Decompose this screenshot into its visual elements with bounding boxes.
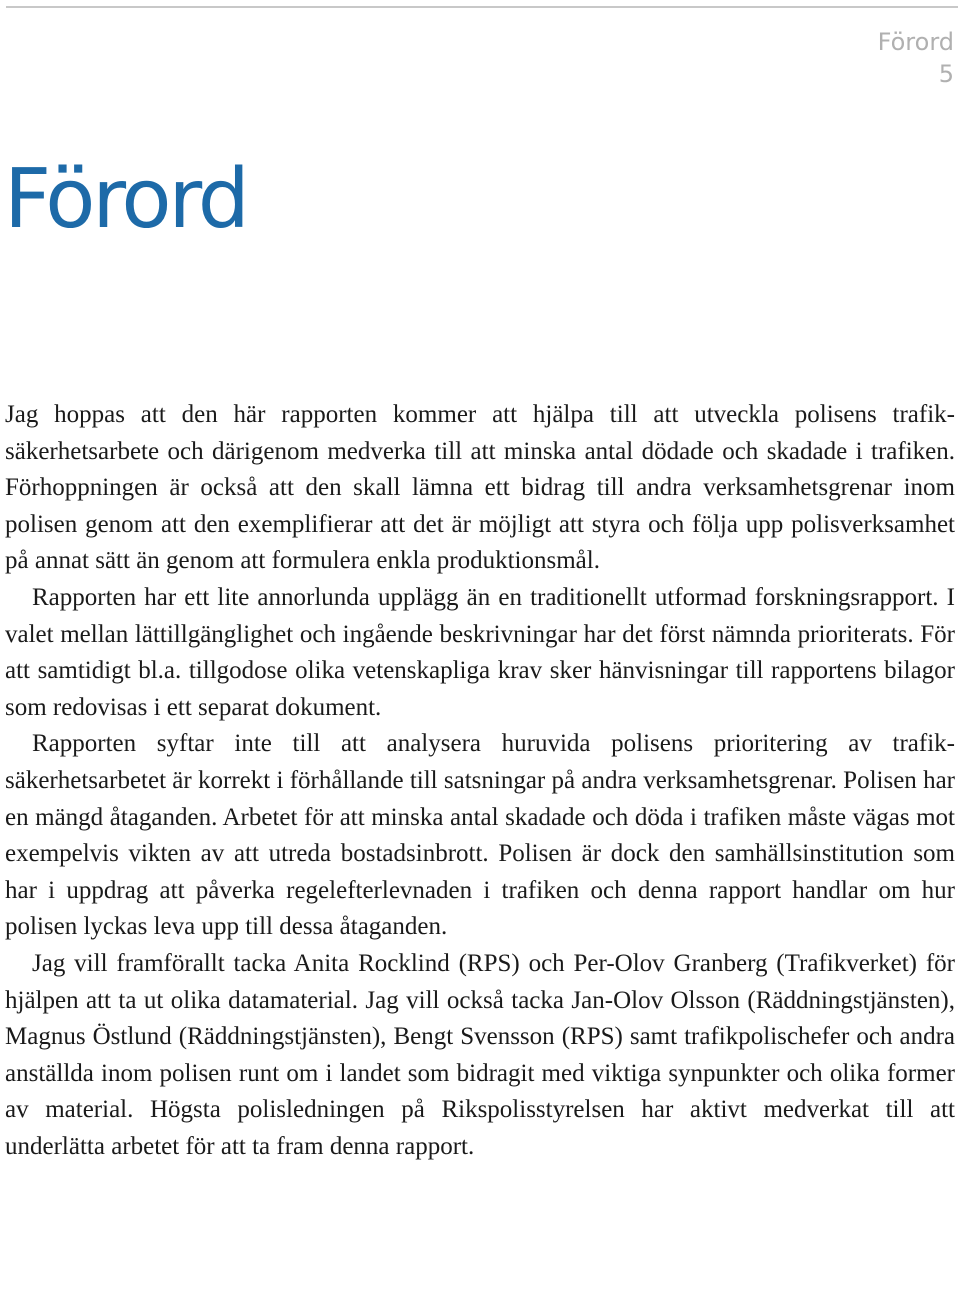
running-head	[878, 26, 954, 90]
chapter-title: Förord	[4, 152, 247, 247]
body-text	[5, 397, 955, 1165]
running-head-section: Förord	[877, 28, 954, 56]
paragraph-1: Jag hoppas att den här rapporten kommer att hjälpa till att utveckla polisens trafiksäkerhetsarbete och därigenom medverka till att minska antal dödade och skadade i trafiken. Förhoppningen är också att den skall lämna ett bidrag till andra verksamhetsgrenar inom polisen genom att den exemplifierar att det är möjligt att styra och följa upp polisverksamhet på annat sätt än genom att formulera enkla produktionsmål.	[5, 401, 955, 575]
paragraph-2: Rapporten har ett lite annorlunda upplägg än en traditionellt utformad forskningsrapport. I valet mellan lättillgänglighet och ingående beskrivningar har det först nämnda prioriterats. För att samtidigt bl.a. tillgodose olika vetenskapliga krav sker hänvisningar till rapportens bilagor som redovisas i ett separat dokument.	[5, 583, 955, 721]
page-number: 5	[938, 60, 954, 88]
paragraph-3: Rapporten syftar inte till att analysera huruvida polisens prioritering av trafiksäkerhetsarbetet är korrekt i förhållande till satsningar på andra verksamhetsgrenar. Polisen har en mängd åtaganden. Arbetet för att minska antal skadade och döda i trafiken måste vägas mot exempelvis vikten av att utreda bostadsinbrott. Polisen är dock den samhällsinstitution som har i uppdrag att påverka regelefterlevnaden i trafiken och denna rapport handlar om hur polisen lyckas leva upp till dessa åtaganden.	[5, 730, 955, 941]
top-rule	[6, 6, 958, 8]
paragraph-4: Jag vill framförallt tacka Anita Rocklind (RPS) och Per-Olov Granberg (Trafikverket) för hjälpen att ta ut olika datamaterial. Jag vill också tacka Jan-Olov Olsson (Räddningstjänsten), Magnus Östlund (Räddningstjänsten), Bengt Svensson (RPS) samt trafikpolischefer och andra anställda inom polisen runt om i landet som bidragit med viktiga synpunkter och olika former av material. Högsta polisledningen på Rikspolisstyrelsen har aktivt medverkat till att underlätta arbetet för att ta fram denna rapport.	[5, 949, 955, 1160]
